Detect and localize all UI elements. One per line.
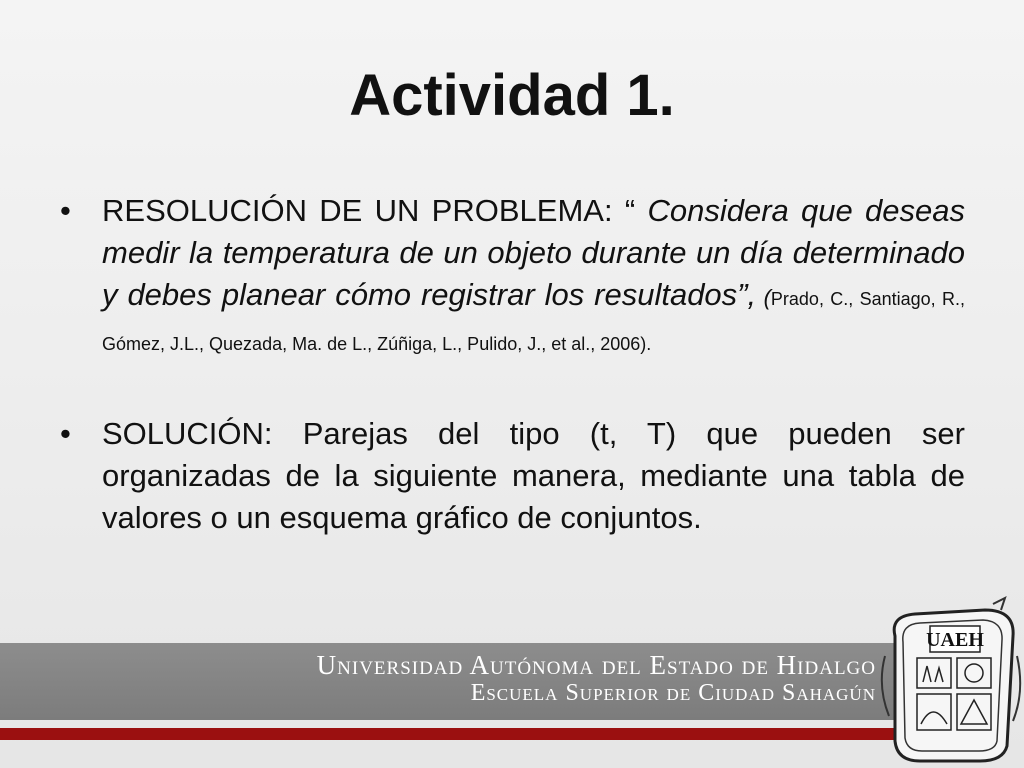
school-name: Escuela Superior de Ciudad Sahagún xyxy=(470,680,876,706)
uaeh-seal-icon xyxy=(875,596,1024,766)
bullet-list xyxy=(60,190,965,539)
solution-text: SOLUCIÓN: Parejas del tipo (t, T) que pueden ser organizadas de la siguiente manera, mediante una tabla de valores o un esquema gráfico de conjuntos. xyxy=(102,416,965,535)
citation-paren: ( xyxy=(756,285,771,310)
bullet-dot: • xyxy=(60,416,71,451)
footer-red-stripe xyxy=(0,728,900,740)
university-name: Universidad Autónoma del Estado de Hidalgo xyxy=(316,650,876,680)
problem-lead: RESOLUCIÓN DE UN PROBLEMA: “ xyxy=(102,193,636,228)
citation-text: Prado, C., Santiago, R., Gómez, J.L., Quezada, Ma. de L., Zúñiga, L., Pulido, J., et al., 2006). xyxy=(102,289,965,354)
slide-title: Actividad 1. xyxy=(349,63,675,128)
bullet-dot: • xyxy=(60,193,71,228)
bullet-problem xyxy=(60,190,965,361)
problem-quote: Considera que deseas medir la temperatura de un objeto durante un día determinado y debes planear cómo registrar los resultados”, xyxy=(102,193,966,312)
seal-lettering: UAEH xyxy=(926,629,984,651)
bullet-solution xyxy=(60,413,965,539)
